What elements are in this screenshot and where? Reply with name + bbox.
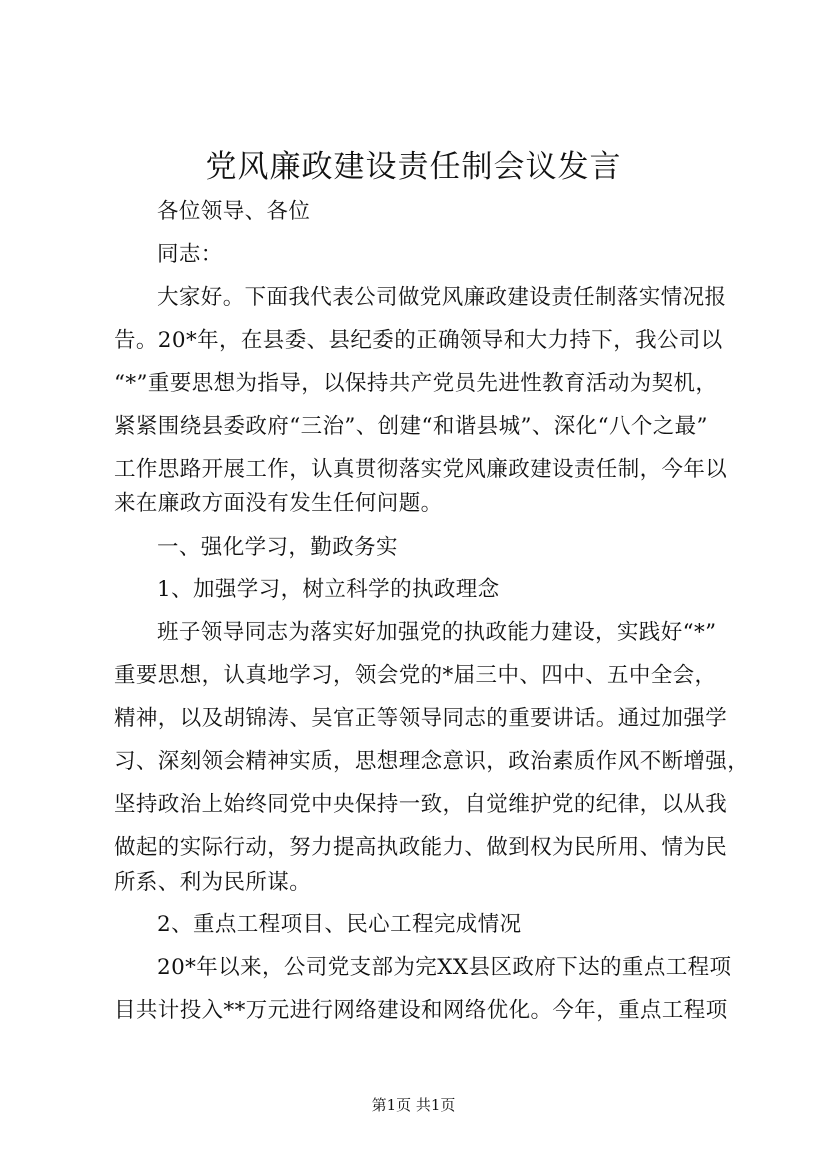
paragraph-line: 重要思想，认真地学习，领会党的*届三中、四中、五中全会， xyxy=(114,663,717,688)
section-heading: 一、强化学习，勤政务实 xyxy=(157,535,398,560)
paragraph-line: 各位领导、各位 xyxy=(157,199,311,224)
paragraph-line: 来在廉政方面没有发生任何问题。 xyxy=(114,491,443,516)
paragraph-line: 20*年以来，公司党支部为完XX县区政府下达的重点工程项 xyxy=(157,955,732,980)
document-title: 党风廉政建设责任制会议发言 xyxy=(205,149,622,185)
paragraph-line: 告。20*年，在县委、县纪委的正确领导和大力持下，我公司以 xyxy=(114,328,723,353)
paragraph-line: 坚持政治上始终同党中央保持一致，自觉维护党的纪律，以从我 xyxy=(114,792,728,817)
subsection-heading: 1、加强学习，树立科学的执政理念 xyxy=(157,577,500,602)
paragraph-line: “*”重要思想为指导，以保持共产党员先进性教育活动为契机， xyxy=(114,371,718,396)
paragraph-line: 目共计投入**万元进行网络建设和网络优化。今年，重点工程项 xyxy=(114,998,728,1023)
paragraph-line: 班子领导同志为落实好加强党的执政能力建设，实践好“*” xyxy=(157,620,717,645)
paragraph-line: 紧紧围绕县委政府“三治”、创建“和谐县城”、深化“八个之最” xyxy=(114,414,708,439)
paragraph-line: 所系、利为民所谋。 xyxy=(114,870,312,895)
paragraph-line: 同志： xyxy=(157,242,223,267)
paragraph-line: 习、深刻领会精神实质，思想理念意识，政治素质作风不断增强， xyxy=(114,749,750,774)
paragraph-line: 工作思路开展工作，认真贯彻落实党风廉政建设责任制，今年以 xyxy=(114,457,728,482)
paragraph-line: 精神，以及胡锦涛、吴官正等领导同志的重要讲话。通过加强学 xyxy=(114,706,728,731)
subsection-heading: 2、重点工程项目、民心工程完成情况 xyxy=(157,912,522,937)
page-number-footer: 第1页 共1页 xyxy=(371,1096,456,1114)
paragraph-line: 做起的实际行动，努力提高执政能力、做到权为民所用、情为民 xyxy=(114,835,728,860)
paragraph-line: 大家好。下面我代表公司做党风廉政建设责任制落实情况报 xyxy=(157,285,727,310)
